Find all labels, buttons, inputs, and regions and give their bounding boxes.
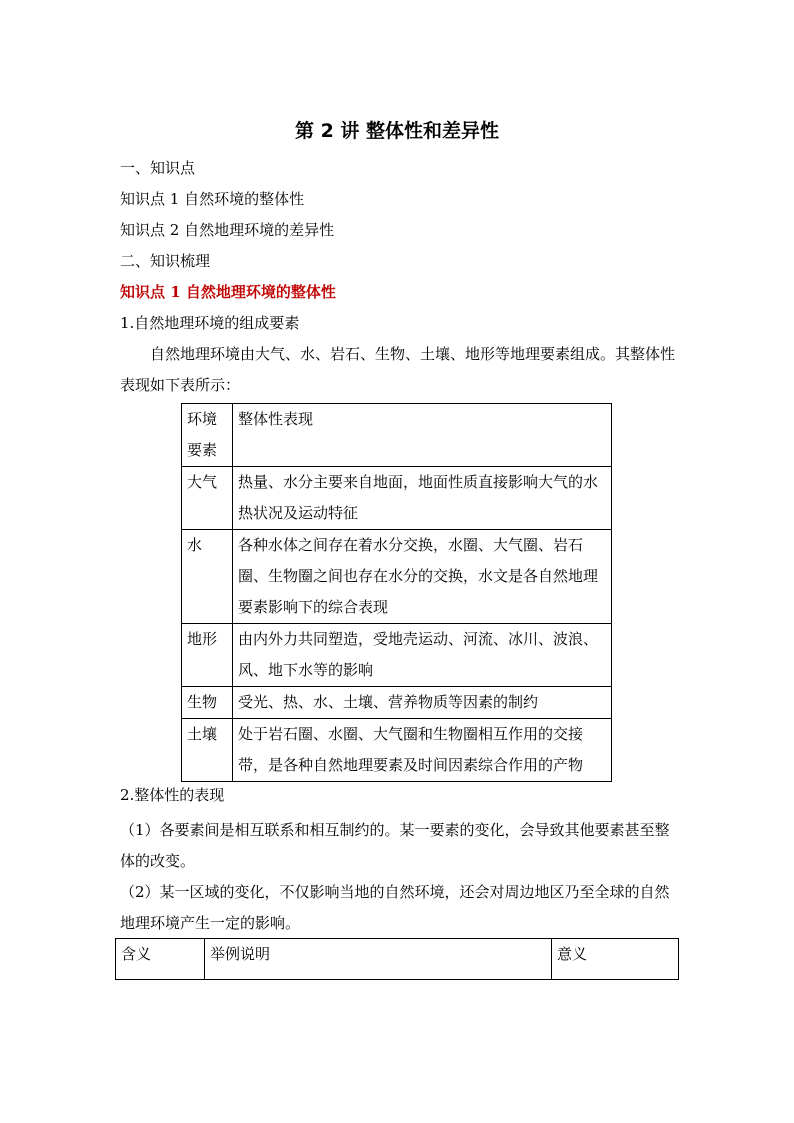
table-cell-description: 处于岩石圈、水圈、大气圈和生物圈相互作用的交接带，是各种自然地理要素及时间因素综合作用的产物: [233, 719, 612, 782]
table-header-row: [182, 404, 612, 467]
header-cell-significance: 意义: [552, 939, 679, 980]
header-cell-example: 举例说明: [205, 939, 552, 980]
section-title: 知识点 1 自然地理环境的整体性: [120, 283, 336, 301]
table-cell-element: 水: [182, 530, 233, 624]
meaning-table: [115, 938, 679, 980]
subheading-components: 1.自然地理环境的组成要素: [120, 314, 300, 332]
table-row: [182, 687, 612, 719]
table-row: [182, 719, 612, 782]
subheading-manifestation: 2.整体性的表现: [120, 786, 225, 804]
point-1: （1）各要素间是相互联系和相互制约的。某一要素的变化，会导致其他要素甚至整体的改变。: [120, 821, 670, 870]
outline-item-2: 知识点 2 自然地理环境的差异性: [120, 221, 335, 239]
intro-paragraph: 自然地理环境由大气、水、岩石、生物、土壤、地形等地理要素组成。其整体性表现如下表所示：: [120, 345, 676, 394]
table-row: [182, 467, 612, 530]
header-cell-element: 环境要素: [182, 404, 233, 467]
table-cell-element: 地形: [182, 624, 233, 687]
table-cell-element: 土壤: [182, 719, 233, 782]
outline-heading-knowledge-points: 一、知识点: [120, 159, 196, 177]
outline-heading-review: 二、知识梳理: [120, 252, 211, 270]
table-cell-description: 各种水体之间存在着水分交换，水圈、大气圈、岩石圈、生物圈之间也存在水分的交换，水文是各自然地理要素影响下的综合表现: [233, 530, 612, 624]
table-cell-description: 由内外力共同塑造，受地壳运动、河流、冰川、波浪、风、地下水等的影响: [233, 624, 612, 687]
outline-item-1: 知识点 1 自然环境的整体性: [120, 190, 305, 208]
header-cell-meaning: 含义: [116, 939, 205, 980]
table-cell-element: 生物: [182, 687, 233, 719]
table-cell-description: 受光、热、水、土壤、营养物质等因素的制约: [233, 687, 612, 719]
page-title: 第 2 讲 整体性和差异性: [294, 120, 500, 142]
header-cell-description: 整体性表现: [233, 404, 612, 467]
table-cell-element: 大气: [182, 467, 233, 530]
table-header-row: [116, 939, 679, 980]
integrity-table: [181, 403, 612, 782]
table-row: [182, 624, 612, 687]
table-row: [182, 530, 612, 624]
point-2: （2）某一区域的变化，不仅影响当地的自然环境，还会对周边地区乃至全球的自然地理环境产生一定的影响。: [120, 883, 670, 932]
table-cell-description: 热量、水分主要来自地面，地面性质直接影响大气的水热状况及运动特征: [233, 467, 612, 530]
